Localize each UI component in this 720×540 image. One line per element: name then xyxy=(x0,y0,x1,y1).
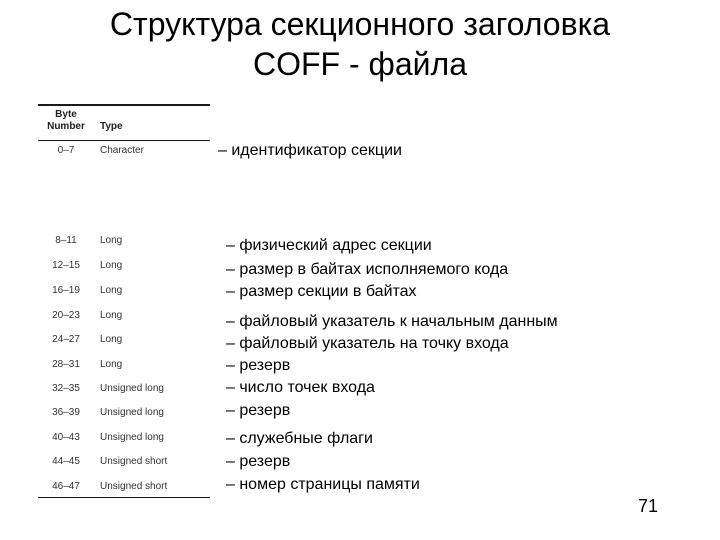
byte-range-cell: 44–45 xyxy=(52,456,80,467)
field-description: – размер секции в байтах xyxy=(226,283,417,300)
slide-title-line-1: Структура секционного заголовка xyxy=(109,6,611,42)
type-cell: Long xyxy=(100,334,123,345)
column-header-type: Type xyxy=(100,121,123,132)
column-header-byte-number: Byte Number xyxy=(47,109,85,132)
type-cell: Character xyxy=(100,145,144,156)
field-description: – служебные флаги xyxy=(226,430,373,447)
field-description: – идентификатор секции xyxy=(218,142,402,159)
slide-title-line-2: COFF - файла xyxy=(253,46,467,82)
field-description: – резерв xyxy=(226,453,291,470)
table-top-rule xyxy=(38,104,210,106)
field-description: – файловый указатель на точку входа xyxy=(226,335,509,352)
byte-range-cell: 24–27 xyxy=(52,334,80,345)
byte-range-cell: 12–15 xyxy=(52,260,80,271)
byte-range-cell: 28–31 xyxy=(52,359,80,370)
type-cell: Unsigned long xyxy=(100,432,164,443)
byte-range-cell: 20–23 xyxy=(52,310,80,321)
field-description: – резерв xyxy=(226,402,291,419)
field-description: – размер в байтах исполняемого кода xyxy=(226,261,509,278)
type-cell: Long xyxy=(100,260,123,271)
byte-range-cell: 46–47 xyxy=(52,481,80,492)
type-cell: Long xyxy=(100,285,123,296)
type-cell: Unsigned short xyxy=(100,456,168,467)
field-description: – резерв xyxy=(226,357,291,374)
byte-range-cell: 40–43 xyxy=(52,432,80,443)
field-description: – номер страницы памяти xyxy=(226,476,420,493)
byte-range-cell: 32–35 xyxy=(52,383,80,394)
type-cell: Unsigned short xyxy=(100,481,168,492)
field-description: – число точек входа xyxy=(226,379,375,396)
table-bottom-rule xyxy=(38,497,210,498)
slide-title xyxy=(0,4,720,84)
table-header-rule xyxy=(38,140,210,141)
page-number: 71 xyxy=(638,496,659,516)
type-cell: Unsigned long xyxy=(100,383,164,394)
field-description: – файловый указатель к начальным данным xyxy=(226,313,558,330)
type-cell: Long xyxy=(100,359,123,370)
field-description: – физический адрес секции xyxy=(226,237,432,254)
section-header-table xyxy=(38,104,210,498)
type-cell: Long xyxy=(100,310,123,321)
byte-range-cell: 36–39 xyxy=(52,407,80,418)
byte-range-cell: 0–7 xyxy=(57,145,75,156)
type-cell: Unsigned long xyxy=(100,407,164,418)
byte-range-cell: 8–11 xyxy=(55,235,77,246)
type-cell: Long xyxy=(100,235,123,246)
byte-range-cell: 16–19 xyxy=(52,285,80,296)
